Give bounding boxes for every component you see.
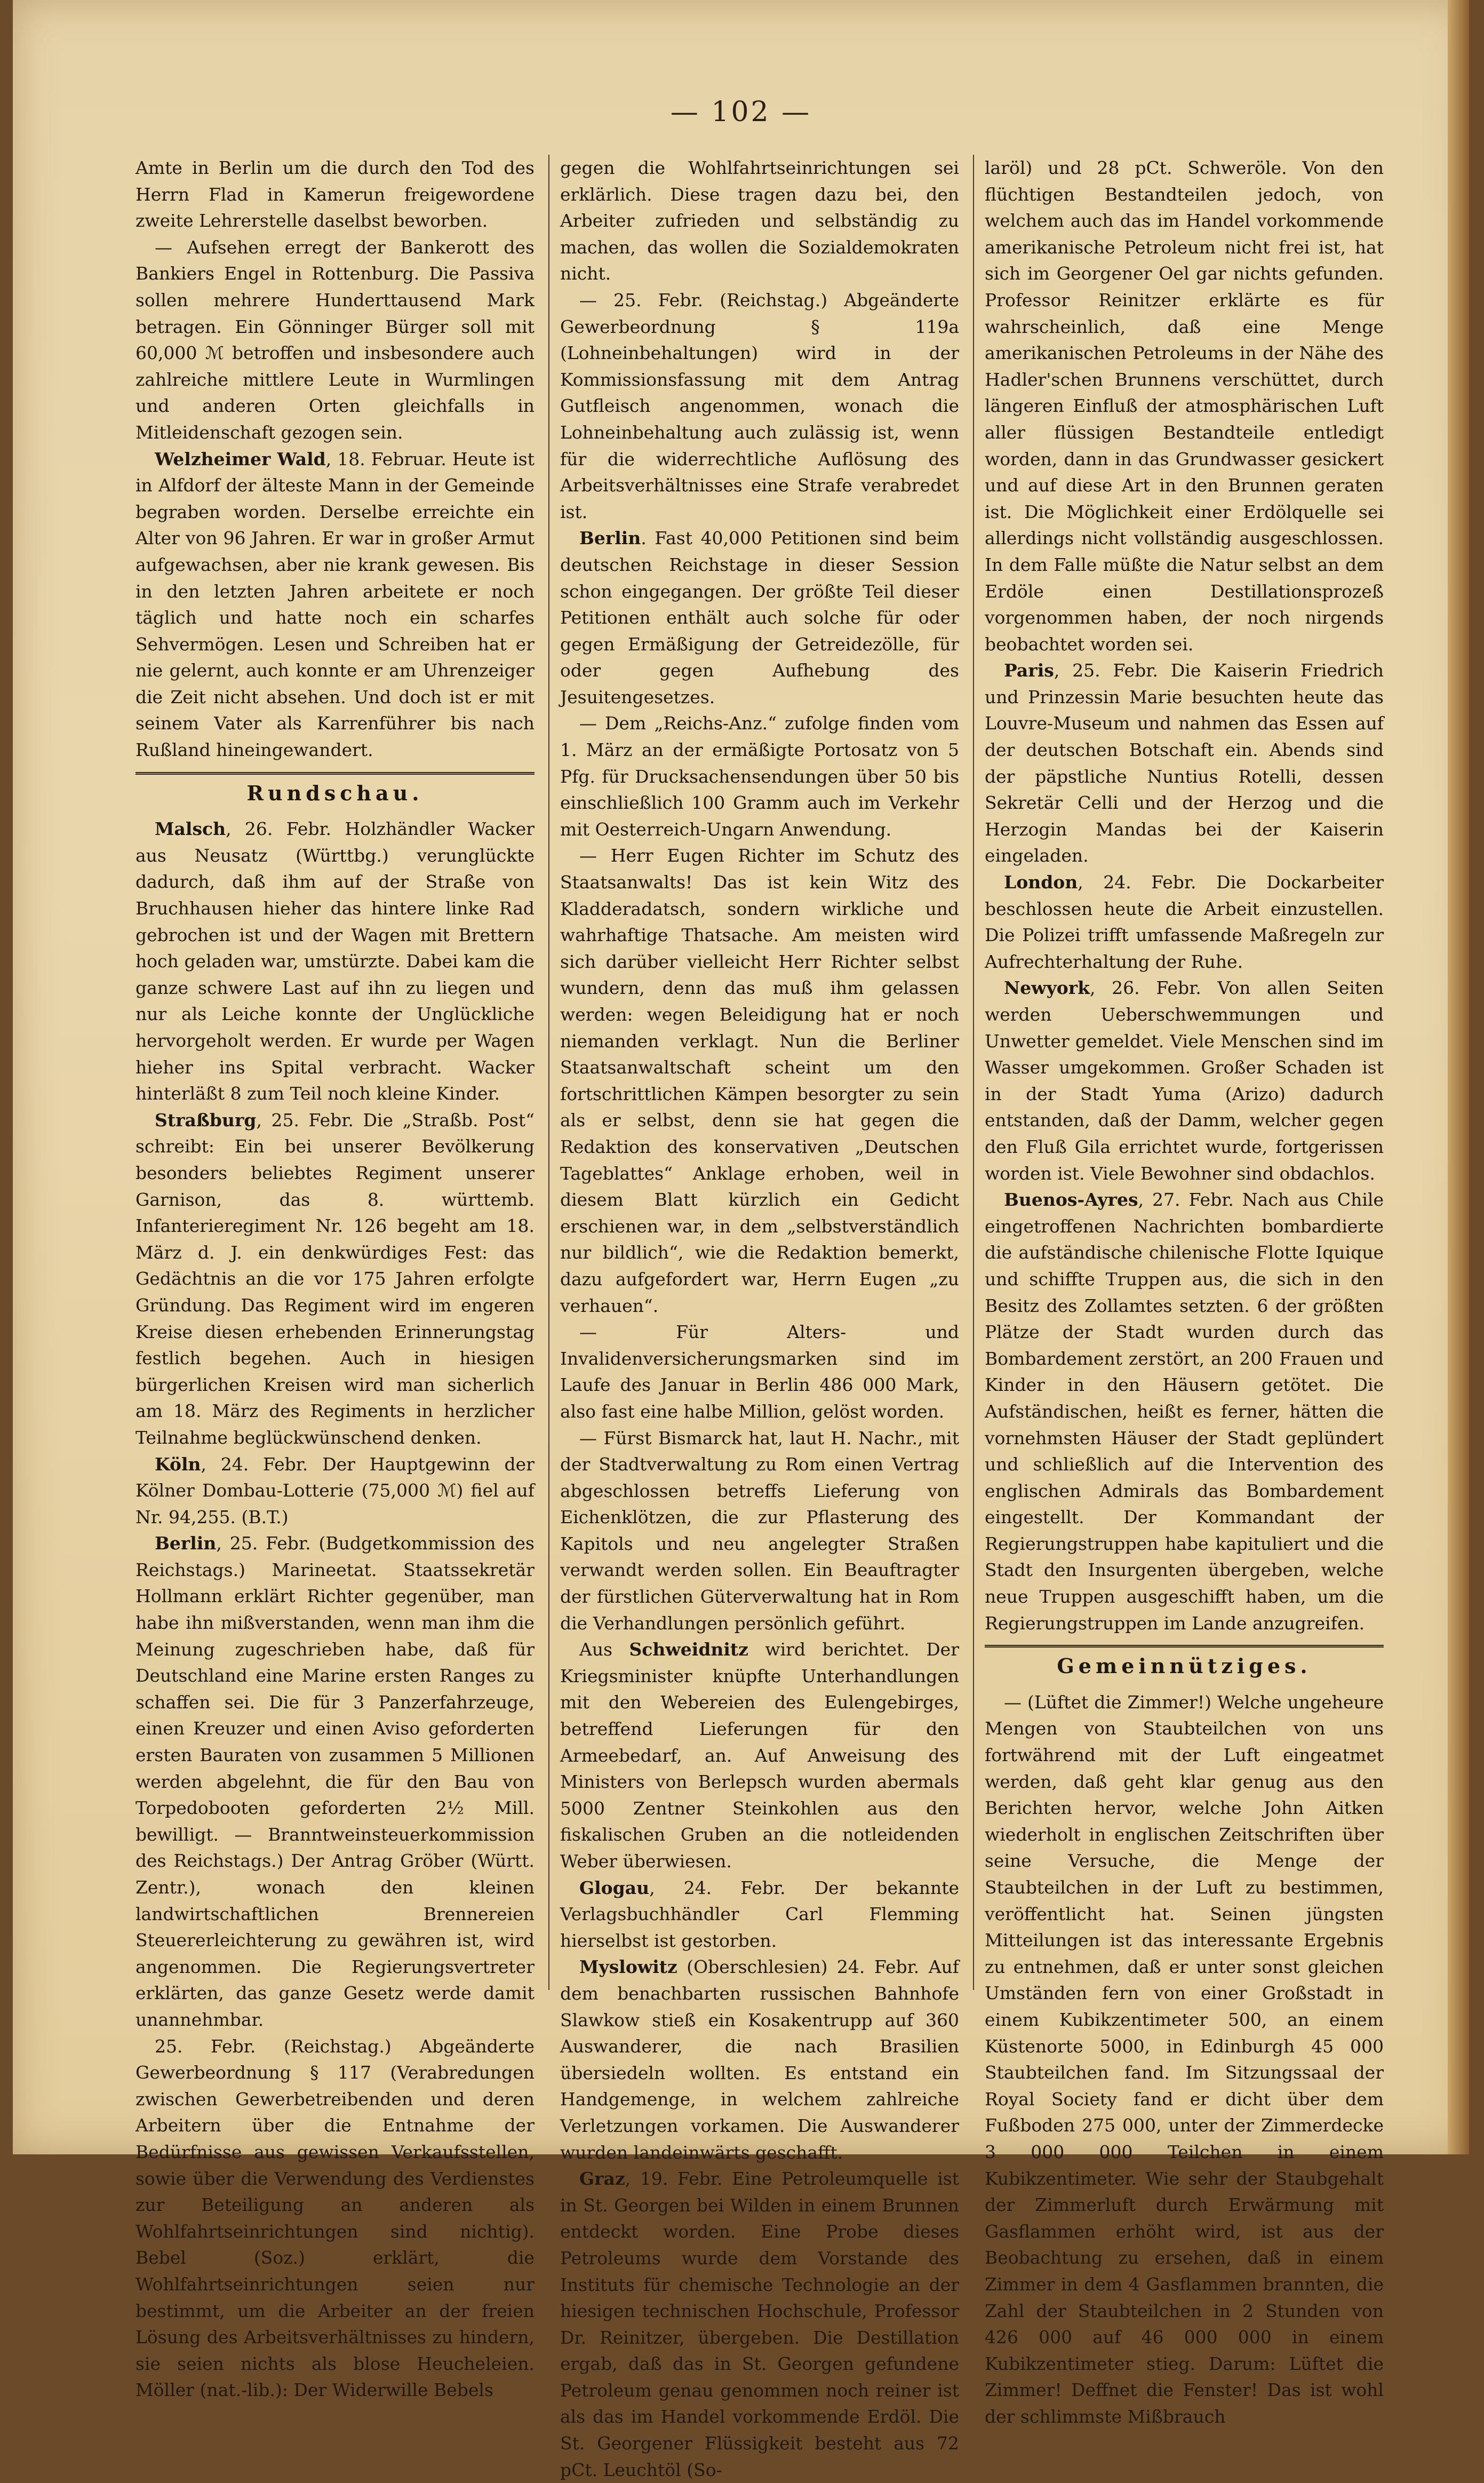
article-placename: London <box>1004 872 1078 893</box>
article-paragraph: Amte in Berlin um die durch den Tod des Herrn Flad in Kamerun freigewordene zweite Lehrerstelle daselbst beworben. <box>135 157 534 232</box>
section-heading-gemeinnuetziges: Gemeinnütziges. <box>1057 1654 1312 1678</box>
section-divider <box>985 1645 1384 1648</box>
article-paragraph: Köln, 24. Febr. Der Hauptgewinn der Kölner Dombau-Lotterie (75,000 ℳ) fiel auf Nr. 94,255. (B.T.) <box>135 1453 534 1527</box>
article-paragraph: Newyork, 26. Febr. Von allen Seiten werden Ueberschwemmungen und Unwetter gemeldet. Viele Menschen sind im Wasser umgekommen. Großer Schaden ist in der Stadt Yuma (Arizo) dadurch entstanden, daß der Damm, welcher gegen den Fluß Gila errichtet wurde, fortgerissen worden ist. Viele Bewohner sind obdachlos. <box>985 977 1384 1184</box>
article-columns <box>135 155 1384 2480</box>
article-paragraph: — Fürst Bismarck hat, laut H. Nachr., mit der Stadtverwaltung zu Rom einen Vertrag abgeschlossen betreffs Lieferung von Eichenklötzen, die zur Pflasterung des Kapitols und neu angelegter Straßen verwandt werden sollen. Ein Beauftragter der fürstlichen Güterverwaltung hat in Rom die Verhandlungen persönlich geführt. <box>560 1427 959 1634</box>
article-paragraph: Paris, 25. Febr. Die Kaiserin Friedrich und Prinzessin Marie besuchten heute das Louvre-Museum und nahmen das Essen auf der deutschen Botschaft ein. Abends sind der päpstliche Nuntius Rotelli, dessen Sekretär Celli und der Herzog und die Herzogin Mandas bei der Kaiserin eingeladen. <box>985 660 1384 866</box>
article-paragraph: — 25. Febr. (Reichstag.) Abgeänderte Gewerbeordnung § 119a (Lohneinbehaltungen) wird in der Kommissionsfassung mit dem Antrag Gutfleisch angenommen, wonach die Lohneinbehaltung auch zulässig ist, wenn für die widerrechtliche Auflösung des Arbeitsverhältnisses eine Strafe verabredet ist. <box>560 289 959 522</box>
article-paragraph: Aus Schweidnitz wird berichtet. Der Kriegsminister knüpfte Unterhandlungen mit den Webereien des Eulengebirges, betreffend Lieferungen für den Armeebedarf, an. Auf Anweisung des Ministers von Berlepsch wurden abermals 5000 Zentner Steinkohlen aus den fiskalischen Gruben an die notleidenden Weber überwiesen. <box>560 1639 959 1872</box>
section-heading-rundschau: Rundschau. <box>246 781 424 805</box>
article-paragraph: — Aufsehen erregt der Bankerott des Bankiers Engel in Rottenburg. Die Passiva sollen mehrere Hunderttausend Mark betragen. Ein Gönninger Bürger soll mit 60,000 ℳ betroffen und insbesondere auch zahlreiche mittlere Leute in Wurmlingen und anderen Orten gleichfalls in Mitleidenschaft gezogen sein. <box>135 236 534 443</box>
article-placename: Myslowitz <box>579 1956 677 1978</box>
article-placename: Berlin <box>579 528 641 549</box>
article-placename: Newyork <box>1004 977 1090 999</box>
column-2 <box>548 155 959 2480</box>
article-paragraph: 25. Febr. (Reichstag.) Abgeänderte Gewerbeordnung § 117 (Verabredungen zwischen Gewerbetreibenden und deren Arbeitern über die Entnahme der Bedürfnisse aus gewissen Verkaufsstellen, sowie über die Verwendung des Verdienstes zur Beteiligung an anderen als Wohlfahrtseinrichtungen sind nichtig). Bebel (Soz.) erklärt, die Wohlfahrtseinrichtungen seien nur bestimmt, um die Arbeiter an der freien Lösung des Arbeitsverhältnisses zu hindern, sie seien nichts als blose Heucheleien. Möller (nat.-lib.): Der Widerwille Bebels <box>135 2035 534 2401</box>
article-placename: Graz <box>579 2168 625 2190</box>
article-placename: Köln <box>155 1453 201 1475</box>
article-placename: Malsch <box>155 818 226 840</box>
article-paragraph: Myslowitz (Oberschlesien) 24. Febr. Auf dem benachbarten russischen Bahnhofe Slawkow stieß ein Kosakentrupp auf 360 Auswanderer, die nach Brasilien übersiedeln wollten. Es entstand ein Handgemenge, in welchem zahlreiche Verletzungen vorkamen. Die Auswanderer wurden landeinwärts geschafft. <box>560 1956 959 2163</box>
article-paragraph: gegen die Wohlfahrtseinrichtungen sei erklärlich. Diese tragen dazu bei, den Arbeiter zufrieden und selbständig zu machen, das wollen die Sozialdemokraten nicht. <box>560 157 959 284</box>
article-paragraph: — Herr Eugen Richter im Schutz des Staatsanwalts! Das ist kein Witz des Kladderadatsch, sondern wirkliche und wahrhaftige Thatsache. Am meisten wird sich darüber vielleicht Herr Richter selbst wundern, denn das muß ihm gelassen werden: wegen Beleidigung hat er noch niemanden verklagt. Nun die Berliner Staatsanwaltschaft scheint um den fortschrittlichen Kämpen besorgter zu sein als er selbst, denn sie hat gegen die Redaktion des konservativen „Deutschen Tageblattes“ Anklage erhoben, weil in diesem Blatt kürzlich ein Gedicht erschienen war, in dem „selbstverständlich nur bildlich“, wie die Redaktion bemerkt, dazu aufgefordert war, Herrn Eugen „zu verhauen“. <box>560 845 959 1316</box>
column-3 <box>973 155 1384 2427</box>
article-placename: Paris <box>1004 660 1054 681</box>
article-placename: Straßburg <box>155 1109 257 1131</box>
article-paragraph: — Für Alters- und Invalidenversicherungsmarken sind im Laufe des Januar in Berlin 486 000 Mark, also fast eine halbe Million, gelöst worden. <box>560 1322 959 1422</box>
article-paragraph: Welzheimer Wald, 18. Februar. Heute ist in Alfdorf der älteste Mann in der Gemeinde begraben worden. Derselbe erreichte ein Alter von 96 Jahren. Er war in großer Armut aufgewachsen, aber nie krank gewesen. Bis in den letzten Jahren arbeitete er noch täglich und hatte noch ein scharfes Sehvermögen. Lesen und Schreiben hat er nie gelernt, auch konnte er am Uhrenzeiger die Zeit nicht absehen. Und doch ist er mit seinem Vater als Karrenführer bis nach Rußland hineingewandert. <box>135 448 534 761</box>
article-paragraph: — (Lüftet die Zimmer!) Welche ungeheure Mengen von Staubteilchen von uns fortwährend mit der Luft eingeatmet werden, daß geht klar genug aus den Berichten hervor, welche John Aitken wiederholt in englischen Zeitschriften über seine Versuche, die Menge der Staubteilchen in der Luft zu bestimmen, veröffentlicht hat. Seinen jüngsten Mitteilungen ist das interessante Ergebnis zu entnehmen, daß er unter sonst gleichen Umständen fern von einer Großstadt in einem Kubikzentimeter 500, an einem Küstenorte 5000, in Edinburgh 45 000 Staubteilchen fand. Im Sitzungssaal der Royal Society fand er dicht über dem Fußboden 275 000, unter der Zimmerdecke 3 000 000 Teilchen in einem Kubikzentimeter. Wie sehr der Staubgehalt der Zimmerluft durch Erwärmung mit Gasflammen erhöht wird, ist aus der Beobachtung zu ersehen, daß in einem Zimmer in dem 4 Gasflammen brannten, die Zahl der Staubteilchen in 2 Stunden von 426 000 auf 46 000 000 in einem Kubikzentimeter stieg. Darum: Lüftet die Zimmer! Deffnet die Fenster! Das ist wohl der schlimmste Mißbrauch <box>985 1691 1384 2427</box>
article-paragraph: London, 24. Febr. Die Dockarbeiter beschlossen heute die Arbeit einzustellen. Die Polizei trifft umfassende Maßregeln zur Aufrechterhaltung der Ruhe. <box>985 872 1384 972</box>
article-paragraph: Berlin, 25. Febr. (Budgetkommission des Reichstags.) Marineetat. Staatssekretär Hollmann erklärt Richter gegenüber, man habe ihn mißverstanden, wenn man ihm die Meinung zugeschrieben habe, daß für Deutschland eine Marine ersten Ranges zu schaffen sei. Die für 3 Panzerfahrzeuge, einen Kreuzer und einen Aviso geforderten ersten Bauraten von zusammen 5 Millionen werden abgelehnt, die für den Bau von Torpedobooten geforderten 2½ Mill. bewilligt. — Branntweinsteuerkommission des Reichstags.) Der Antrag Gröber (Württ. Zentr.), wonach den kleinen landwirtschaftlichen Brennereien Steuererleichterung zu gewähren ist, wird angenommen. Die Regierungsvertreter erklärten, das ganze Gesetz werde damit unannehmbar. <box>135 1533 534 2030</box>
article-placename: Welzheimer Wald <box>155 448 326 469</box>
article-paragraph: Berlin. Fast 40,000 Petitionen sind beim deutschen Reichstage in dieser Session schon eingegangen. Der größte Teil dieser Petitionen enthält auch solche für oder gegen Ermäßigung der Getreidezölle, für oder gegen Aufhebung des Jesuitengesetzes. <box>560 528 959 707</box>
article-paragraph: laröl) und 28 pCt. Schweröle. Von den flüchtigen Bestandteilen jedoch, von welchem auch das im Handel vorkommende amerikanische Petroleum nicht frei ist, hat sich im Georgener Oel gar nichts gefunden. Professor Reinitzer erklärte es für wahrscheinlich, daß eine Menge amerikanischen Petroleums in der Nähe des Hadler'schen Brunnens verschüttet, durch längeren Einfluß der atmosphärischen Luft aller flüssigen Bestandteile entledigt worden, dann in das Grundwasser gesickert und auf diese Art in den Brunnen geraten ist. Die Möglichkeit einer Erdölquelle sei allerdings nicht vollständig ausgeschlossen. In dem Falle müßte die Natur selbst an dem Erdöle einen Destillationsprozeß vorgenommen haben, der noch nirgends beobachtet worden sei. <box>985 157 1384 655</box>
article-placename: Glogau <box>579 1877 650 1898</box>
article-placename: Berlin <box>155 1533 217 1554</box>
article-paragraph: Malsch, 26. Febr. Holzhändler Wacker aus Neusatz (Württbg.) verunglückte dadurch, daß ihm auf der Straße von Bruchhausen hieher das hintere linke Rad gebrochen ist und der Wagen mit Brettern hoch geladen war, umstürzte. Dabei kam die ganze schwere Last auf ihn zu liegen und nur als Leiche konnte der Unglückliche hervorgeholt werden. Er wurde per Wagen hieher ins Spital verbracht. Wacker hinterläßt 8 zum Teil noch kleine Kinder. <box>135 818 534 1104</box>
article-placename: Buenos-Ayres <box>1004 1189 1138 1211</box>
article-placename: Schweidnitz <box>629 1639 748 1660</box>
article-paragraph: — Dem „Reichs-Anz.“ zufolge finden vom 1. März an der ermäßigte Portosatz von 5 Pfg. für Drucksachensendungen über 50 bis einschließlich 100 Gramm auch im Verkehr mit Oesterreich-Ungarn Anwendung. <box>560 713 959 840</box>
page-binding-edge <box>1448 0 1469 2154</box>
newspaper-page <box>13 0 1469 2480</box>
article-paragraph: Straßburg, 25. Febr. Die „Straßb. Post“ schreibt: Ein bei unserer Bevölkerung besonders beliebtes Regiment unserer Garnison, das 8. württemb. Infanterieregiment Nr. 126 begeht am 18. März d. J. ein denkwürdiges Fest: das Gedächtnis an die vor 175 Jahren erfolgte Gründung. Das Regiment wird im engeren Kreise diesen erhebenden Erinnerungstag festlich begehen. Auch in hiesigen bürgerlichen Kreisen wird man sicherlich am 18. März des Regiments in herzlicher Teilnahme beglückwünschend denken. <box>135 1109 534 1448</box>
column-1 <box>135 155 534 2401</box>
article-paragraph: Graz, 19. Febr. Eine Petroleumquelle ist in St. Georgen bei Wilden in einem Brunnen entdeckt worden. Eine Probe dieses Petroleums wurde dem Vorstande des Instituts für chemische Technologie an der hiesigen technischen Hochschule, Professor Dr. Reinitzer, übergeben. Die Destillation ergab, daß das in St. Georgen gefundene Petroleum genau genommen noch reiner ist als das im Handel vorkommende Erdöl. Die St. Georgener Flüssigkeit besteht aus 72 pCt. Leuchtöl (So- <box>560 2168 959 2480</box>
section-divider <box>135 772 534 775</box>
article-paragraph: Glogau, 24. Febr. Der bekannte Verlagsbuchhändler Carl Flemming hierselbst ist gestorben. <box>560 1877 959 1951</box>
page-number: — 102 — <box>670 96 812 128</box>
article-paragraph: Buenos-Ayres, 27. Febr. Nach aus Chile eingetroffenen Nachrichten bombardierte die aufständische chilenische Flotte Iquique und schiffte Truppen aus, die sich in den Besitz des Zollamtes setzten. 6 der größten Plätze der Stadt wurden durch das Bombardement zerstört, an 200 Frauen und Kinder in den Häusern getötet. Die Aufständischen, heißt es ferner, hätten die vornehmsten Häuser der Stadt geplündert und schließlich auf die Intervention des englischen Admirals das Bombardement eingestellt. Der Kommandant der Regierungstruppen habe kapituliert und die Stadt den Insurgenten übergeben, welche neue Truppen ausgeschifft haben, um die Regierungstruppen im Lande anzugreifen. <box>985 1189 1384 1634</box>
